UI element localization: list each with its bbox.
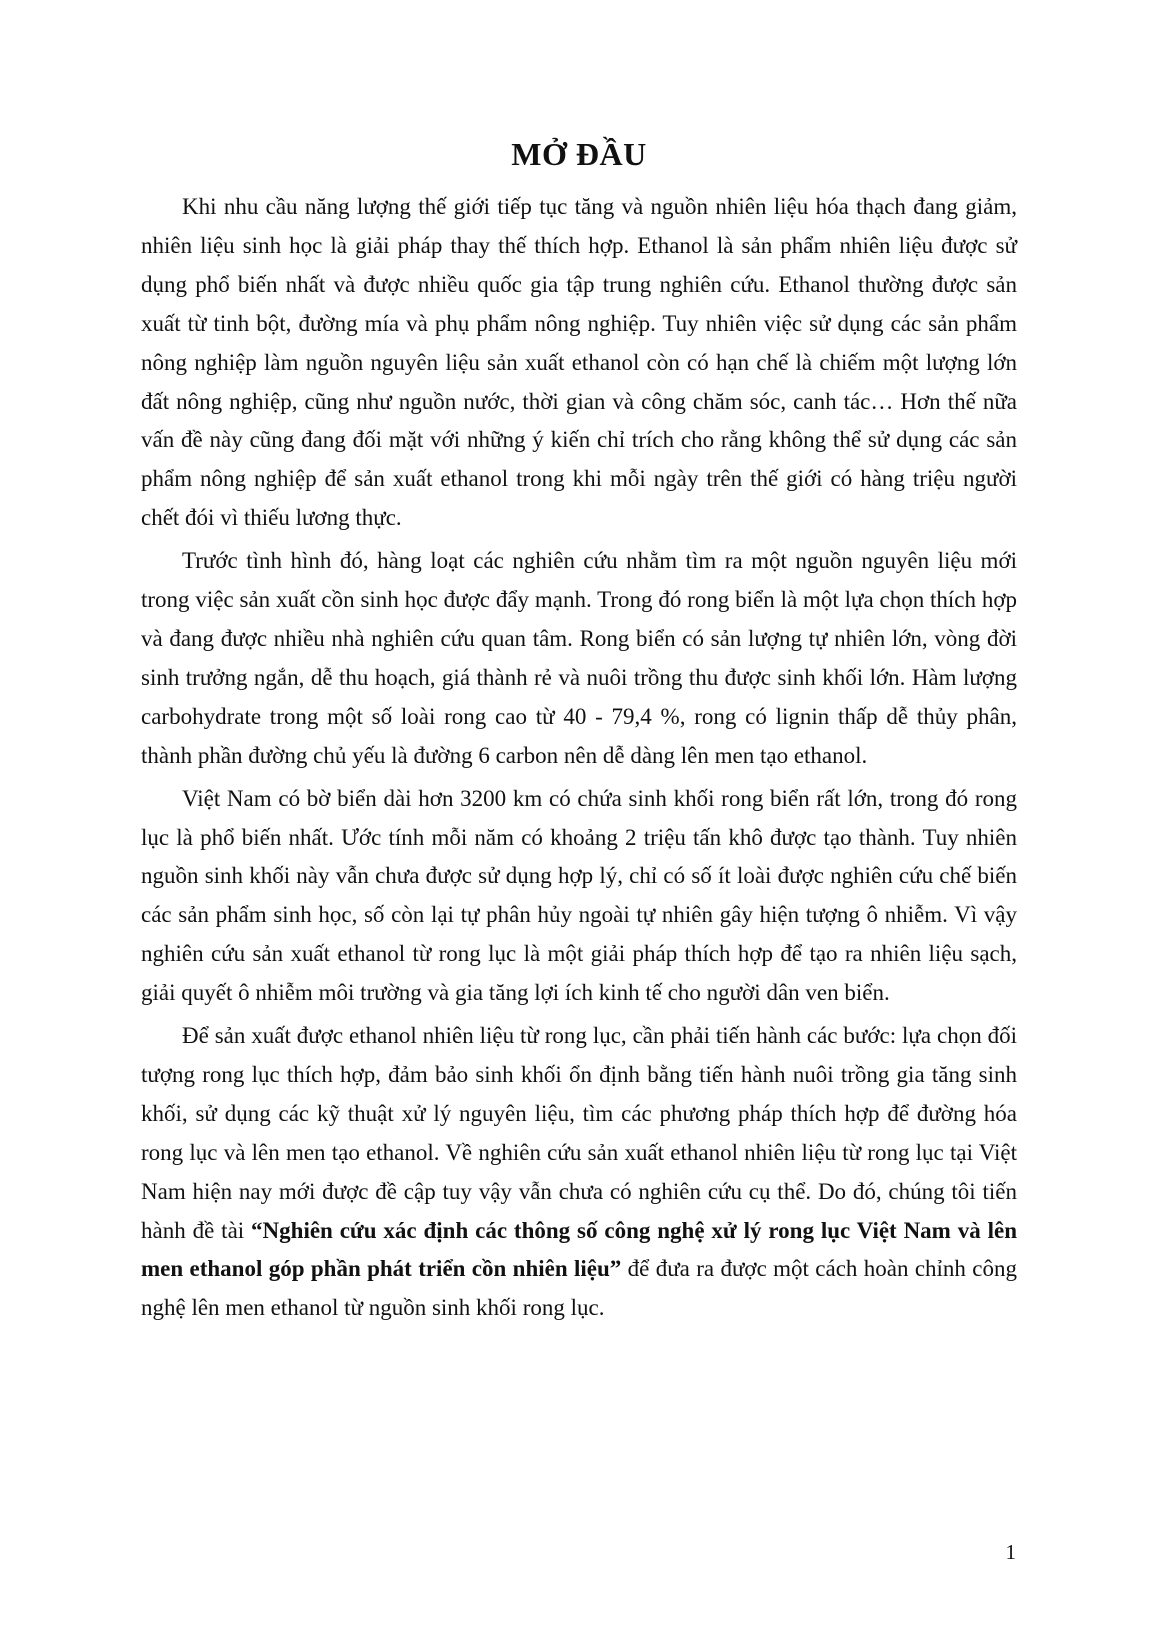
paragraph-3: Việt Nam có bờ biển dài hơn 3200 km có chứa sinh khối rong biển rất lớn, trong đó rong lục là phổ biến nhất. Ước tính mỗi năm có khoảng 2 triệu tấn khô được tạo thành. Tuy nhiên nguồn sinh khối này vẫn chưa được sử dụng hợp lý, chỉ có số ít loài được nghiên cứu chế biến các sản phẩm sinh học, số còn lại tự phân hủy ngoài tự nhiên gây hiện tượng ô nhiễm. Vì vậy nghiên cứu sản xuất ethanol từ rong lục là một giải pháp thích hợp để tạo ra nhiên liệu sạch, giải quyết ô nhiễm môi trường và gia tăng lợi ích kinh tế cho người dân ven biển. xyxy=(141,785,1017,1006)
document-body xyxy=(141,188,1017,1332)
page-title: MỞ ĐẦU xyxy=(511,136,647,172)
paragraph-4 xyxy=(141,1017,1017,1328)
paragraph-4-outro: để đưa ra được một cách hoàn chỉnh công nghệ lên men ethanol từ nguồn sinh khối rong lục. xyxy=(141,1256,1017,1321)
paragraph-2: Trước tình hình đó, hàng loạt các nghiên cứu nhằm tìm ra một nguồn nguyên liệu mới trong việc sản xuất cồn sinh học được đẩy mạnh. Trong đó rong biển là một lựa chọn thích hợp và đang được nhiều nhà nghiên cứu quan tâm. Rong biển có sản lượng tự nhiên lớn, vòng đời sinh trưởng ngắn, dễ thu hoạch, giá thành rẻ và nuôi trồng thu được sinh khối lớn. Hàm lượng carbohydrate trong một số loài rong cao từ 40 - 79,4 %, rong có lignin thấp dễ thủy phân, thành phần đường chủ yếu là đường 6 carbon nên dễ dàng lên men tạo ethanol. xyxy=(141,548,1017,768)
paragraph-1: Khi nhu cầu năng lượng thế giới tiếp tục tăng và nguồn nhiên liệu hóa thạch đang giảm, nhiên liệu sinh học là giải pháp thay thế thích hợp. Ethanol là sản phẩm nhiên liệu được sử dụng phổ biến nhất và được nhiều quốc gia tập trung nghiên cứu. Ethanol thường được sản xuất từ tinh bột, đường mía và phụ phẩm nông nghiệp. Tuy nhiên việc sử dụng các sản phẩm nông nghiệp làm nguồn nguyên liệu sản xuất ethanol còn có hạn chế là chiếm một lượng lớn đất nông nghiệp, cũng như nguồn nước, thời gian và công chăm sóc, canh tác… Hơn thế nữa vấn đề này cũng đang đối mặt với những ý kiến chỉ trích cho rằng không thể sử dụng các sản phẩm nông nghiệp để sản xuất ethanol trong khi mỗi ngày trên thế giới có hàng triệu người chết đói vì thiếu lương thực. xyxy=(141,194,1017,531)
project-title: “Nghiên cứu xác định các thông số công nghệ xử lý rong lục Việt Nam và lên men ethanol góp phần phát triển cồn nhiên liệu” xyxy=(141,1217,1017,1282)
page-number: 1 xyxy=(1005,1540,1016,1564)
paragraph-4-intro: Để sản xuất được ethanol nhiên liệu từ rong lục, cần phải tiến hành các bước: lựa chọn đối tượng rong lục thích hợp, đảm bảo sinh khối ổn định bằng tiến hành nuôi trồng gia tăng sinh khối, sử dụng các kỹ thuật xử lý nguyên liệu, tìm các phương pháp thích hợp để đường hóa rong lục và lên men tạo ethanol. Về nghiên cứu sản xuất ethanol nhiên liệu từ rong lục tại Việt Nam hiện nay mới được đề cập tuy vậy vẫn chưa có nghiên cứu cụ thể. Do đó, chúng tôi tiến hành đề tài xyxy=(141,1023,1017,1243)
